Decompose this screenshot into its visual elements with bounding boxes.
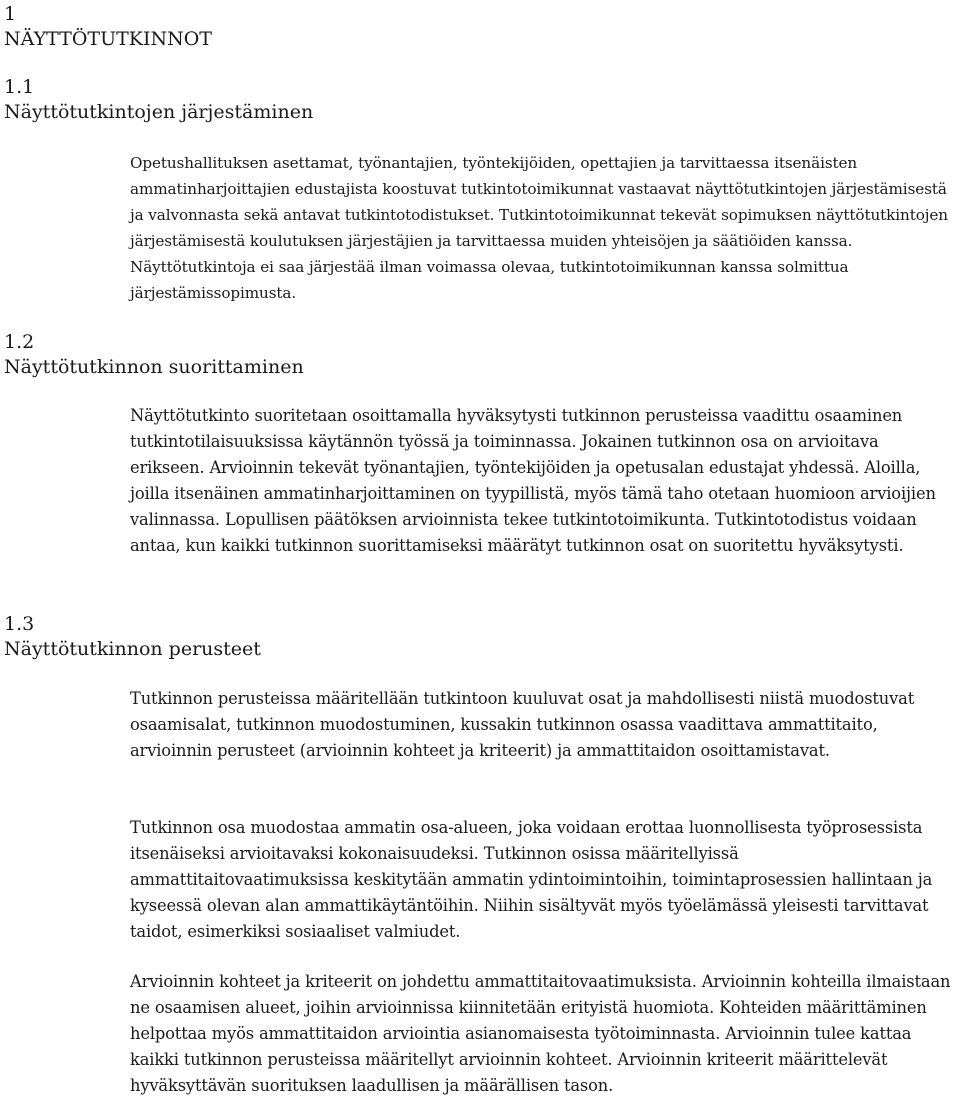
section-paragraph: Näyttötutkinto suoritetaan osoittamalla hyväksytysti tutkinnon perusteissa vaadittu osaaminen tutkintotilaisuuksissa käytännön työssä ja toiminnassa. Jokainen tutkinnon osa on arvioitava erikseen. Arvioinnin tekevät työnantajien, työntekijöiden ja opetusalan edustajat yhdessä. Aloilla, joilla itsenäinen ammatinharjoittaminen on tyypillistä, myös tämä taho otetaan huomioon arvioijien valinnassa. Lopullisen päätöksen arvioinnista tekee tutkintotoimikunta. Tutkintotodistus voidaan antaa, kun kaikki tutkinnon suorittamiseksi määrätyt tutkinnon osat on suoritettu hyväksytysti.	[130, 406, 936, 555]
section-number: 1.1	[4, 76, 35, 98]
section-paragraph: Tutkinnon perusteissa määritellään tutkintoon kuuluvat osat ja mahdollisesti niistä muodostuvat osaamisalat, tutkinnon muodostuminen, kussakin tutkinnon osassa vaadittava ammattitaito, arvioinnin perusteet (arvioinnin kohteet ja kriteerit) ja ammattitaidon osoittamistavat.	[130, 689, 915, 760]
chapter-title: NÄYTTÖTUTKINNOT	[4, 28, 212, 50]
section-number: 1.3	[4, 613, 35, 635]
section-heading	[4, 612, 261, 662]
section-paragraph: Opetushallituksen asettamat, työnantajien, työntekijöiden, opettajien ja tarvittaessa itsenäisten ammatinharjoittajien edustajista koostuvat tutkintotoimikunnat vastaavat näyttötutkintojen järjestämisestä ja valvonnasta sekä antavat tutkintotodistukset. Tutkintotoimikunnat tekevät sopimuksen näyttötutkintojen järjestämisestä koulutuksen järjestäjien ja tarvittaessa muiden yhteisöjen ja säätiöiden kanssa. Näyttötutkintoja ei saa järjestää ilman voimassa olevaa, tutkintotoimikunnan kanssa solmittua järjestämissopimusta.	[130, 154, 948, 302]
section-paragraph: Arvioinnin kohteet ja kriteerit on johdettu ammattitaitovaatimuksista. Arvioinnin kohteilla ilmaistaan ne osaamisen alueet, joihin arvioinnissa kiinnitetään erityistä huomiota. Kohteiden määrittäminen helpottaa myös ammattitaidon arviointia asianomaisesta työtoiminnasta. Arvioinnin tulee kattaa kaikki tutkinnon perusteissa määritellyt arvioinnin kohteet. Arvioinnin kriteerit määrittelevät hyväksyttävän suorituksen laadullisen ja määrällisen tason.	[130, 972, 951, 1095]
section-title: Näyttötutkinnon perusteet	[4, 638, 261, 660]
chapter-number: 1	[4, 3, 17, 25]
section-paragraph: Tutkinnon osa muodostaa ammatin osa-alueen, joka voidaan erottaa luonnollisesta työprosessista itsenäiseksi arvioitavaksi kokonaisuudeksi. Tutkinnon osissa määritellyissä ammattitaitovaatimuksissa keskitytään ammatin ydintoimintoihin, toimintaprosessien hallintaan ja kyseessä olevan alan ammattikäytäntöihin. Niihin sisältyvät myös työelämässä yleisesti tarvittavat taidot, esimerkiksi sosiaaliset valmiudet.	[130, 818, 933, 941]
section-number: 1.2	[4, 331, 35, 353]
section-title: Näyttötutkintojen järjestäminen	[4, 101, 314, 123]
section-title: Näyttötutkinnon suorittaminen	[4, 356, 304, 378]
section-heading	[4, 330, 304, 380]
chapter-heading	[4, 2, 212, 52]
section-heading	[4, 75, 313, 125]
